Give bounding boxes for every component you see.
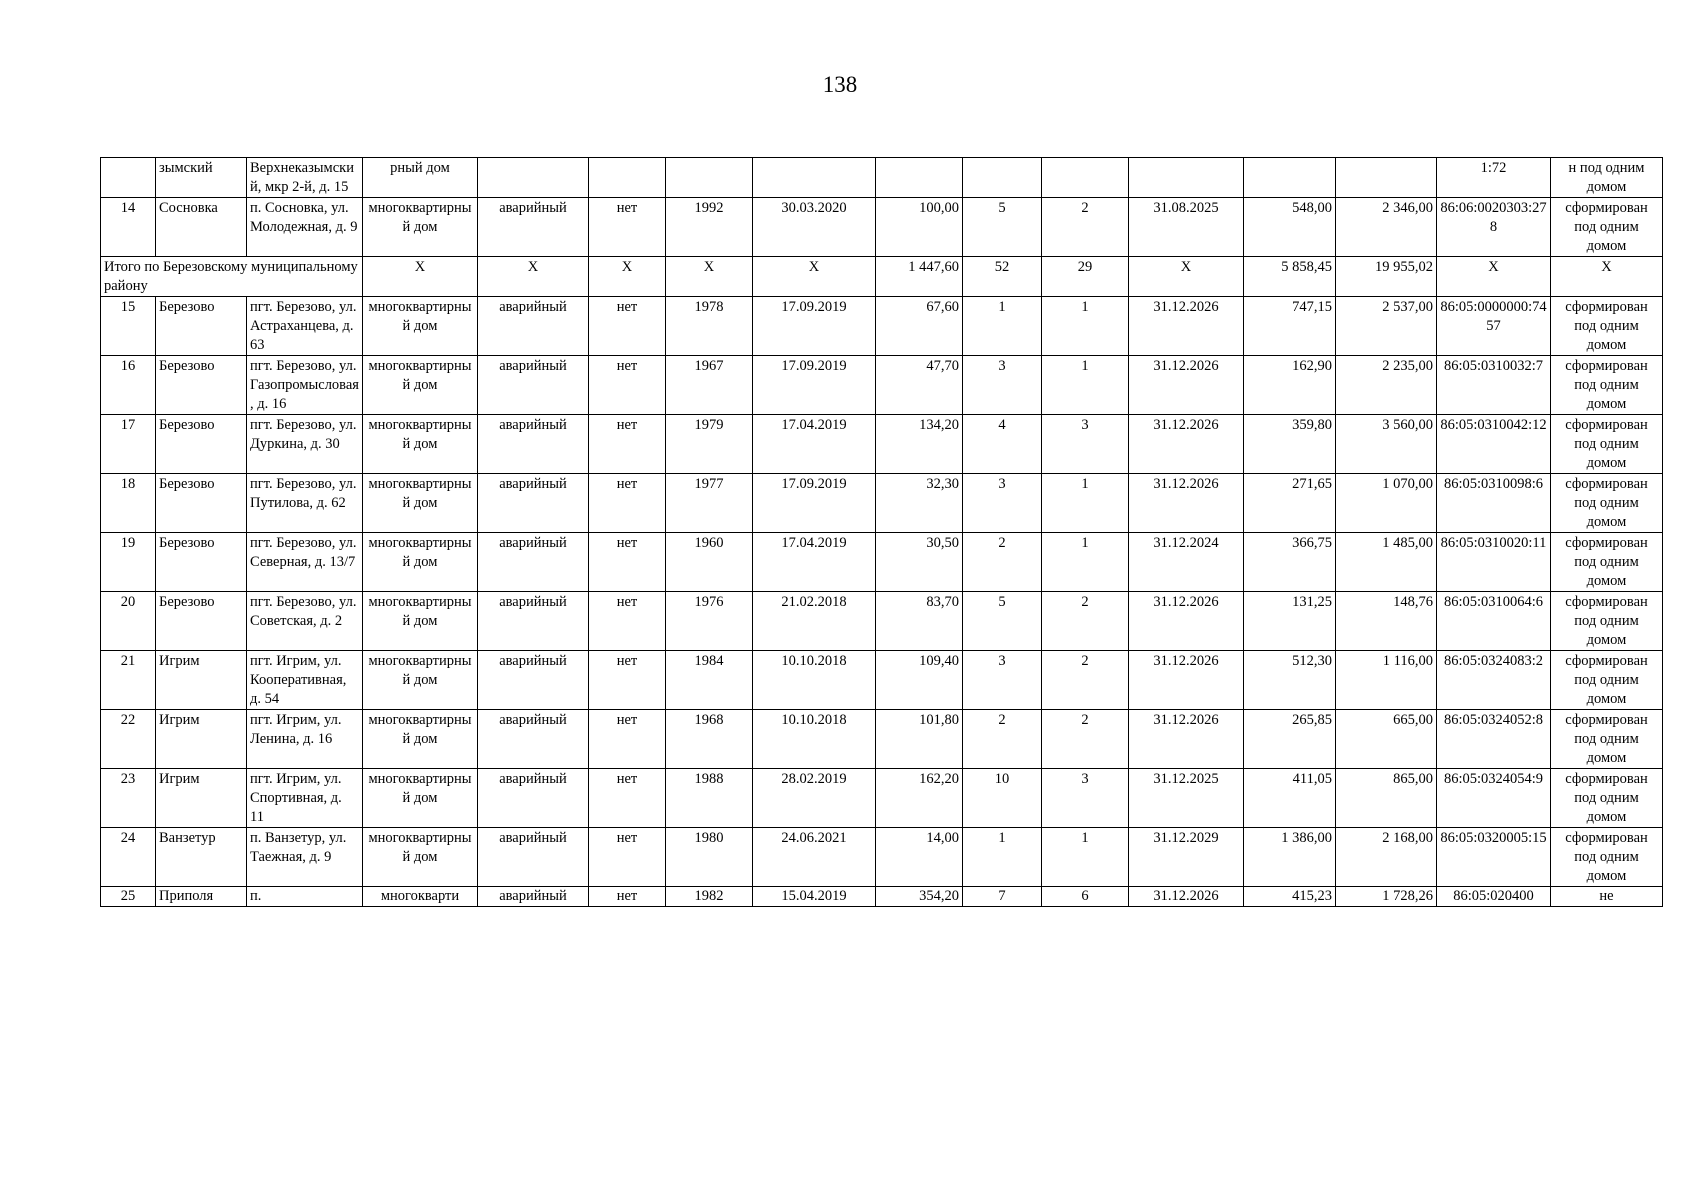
cell-year: 1992: [666, 198, 753, 257]
cell-plan-date: 31.12.2026: [1129, 592, 1244, 651]
cell-year: 1976: [666, 592, 753, 651]
cell-resettled: нет: [589, 828, 666, 887]
cell-type: многоквартирный дом: [363, 533, 478, 592]
cell-cadastre: 86:05:0310020:11: [1437, 533, 1551, 592]
cell-resettled: нет: [589, 651, 666, 710]
cell-cadastre: 86:05:0324054:9: [1437, 769, 1551, 828]
cell-status: аварийный: [478, 887, 589, 907]
cell-type: многоквартирный дом: [363, 198, 478, 257]
cell-year: 1977: [666, 474, 753, 533]
cell-year: 1980: [666, 828, 753, 887]
cell-status: аварийный: [478, 198, 589, 257]
cell-resettled: X: [589, 257, 666, 297]
cell-num: 21: [101, 651, 156, 710]
cell-plan-date: 31.12.2025: [1129, 769, 1244, 828]
cell-area: 109,40: [876, 651, 963, 710]
cell-land-area: 415,23: [1244, 887, 1336, 907]
cell-date: 17.04.2019: [753, 415, 876, 474]
cell-date: 21.02.2018: [753, 592, 876, 651]
cell-type: многоквартирный дом: [363, 828, 478, 887]
cell-date: 24.06.2021: [753, 828, 876, 887]
cell-resettled: нет: [589, 356, 666, 415]
cell-land-area: 366,75: [1244, 533, 1336, 592]
cell-cadastre: 86:05:0310042:12: [1437, 415, 1551, 474]
cell-date: X: [753, 257, 876, 297]
cell-resettled: нет: [589, 887, 666, 907]
cell-area: [876, 158, 963, 198]
cell-persons: 7: [963, 887, 1042, 907]
table-row: [101, 474, 1663, 533]
cell-year: 1978: [666, 297, 753, 356]
cell-area: 67,60: [876, 297, 963, 356]
cell-type: многоквартирный дом: [363, 474, 478, 533]
cell-status: аварийный: [478, 474, 589, 533]
cell-num: 20: [101, 592, 156, 651]
cell-cost: 1 485,00: [1336, 533, 1437, 592]
cell-type: многокварти: [363, 887, 478, 907]
cell-cadastre: X: [1437, 257, 1551, 297]
cell-rooms: 3: [1042, 769, 1129, 828]
cell-year: 1982: [666, 887, 753, 907]
cell-settlement: Игрим: [156, 769, 247, 828]
cell-cost: 665,00: [1336, 710, 1437, 769]
cell-year: 1960: [666, 533, 753, 592]
cell-num: 23: [101, 769, 156, 828]
cell-rooms: 2: [1042, 592, 1129, 651]
cell-year: 1967: [666, 356, 753, 415]
cell-rooms: 1: [1042, 356, 1129, 415]
cell-resettled: нет: [589, 474, 666, 533]
cell-persons: 3: [963, 651, 1042, 710]
cell-persons: 3: [963, 356, 1042, 415]
cell-cost: 1 728,26: [1336, 887, 1437, 907]
cell-settlement: Приполя: [156, 887, 247, 907]
cell-cadastre: 86:05:0000000:7457: [1437, 297, 1551, 356]
cell-num: 19: [101, 533, 156, 592]
cell-num: 24: [101, 828, 156, 887]
cell-address: пгт. Березово, ул. Газопромысловая, д. 16: [247, 356, 363, 415]
cell-settlement: Ванзетур: [156, 828, 247, 887]
cell-area: 354,20: [876, 887, 963, 907]
cell-status: аварийный: [478, 828, 589, 887]
total-label: Итого по Березовскому муниципальному району: [101, 257, 363, 297]
cell-resettled: нет: [589, 297, 666, 356]
cell-status: [478, 158, 589, 198]
cell-rooms: 1: [1042, 533, 1129, 592]
housing-table: [100, 157, 1663, 907]
cell-num: 17: [101, 415, 156, 474]
cell-year: 1988: [666, 769, 753, 828]
cell-type: многоквартирный дом: [363, 651, 478, 710]
cell-rooms: 1: [1042, 474, 1129, 533]
cell-rooms: 2: [1042, 710, 1129, 769]
cell-cost: 2 346,00: [1336, 198, 1437, 257]
cell-cadastre: 86:05:0310098:6: [1437, 474, 1551, 533]
cell-cost: 19 955,02: [1336, 257, 1437, 297]
cell-land-area: 131,25: [1244, 592, 1336, 651]
cell-settlement: Березово: [156, 533, 247, 592]
cell-area: 1 447,60: [876, 257, 963, 297]
cell-status: X: [478, 257, 589, 297]
cell-land-status: сформирован под одним домом: [1551, 769, 1663, 828]
cell-cost: 148,76: [1336, 592, 1437, 651]
cell-cadastre: 86:05:0310064:6: [1437, 592, 1551, 651]
cell-year: X: [666, 257, 753, 297]
cell-area: 162,20: [876, 769, 963, 828]
cell-area: 100,00: [876, 198, 963, 257]
cell-area: 134,20: [876, 415, 963, 474]
cell-cadastre: 86:06:0020303:278: [1437, 198, 1551, 257]
table-row: [101, 828, 1663, 887]
cell-land-area: 265,85: [1244, 710, 1336, 769]
cell-num: 16: [101, 356, 156, 415]
cell-date: 15.04.2019: [753, 887, 876, 907]
cell-persons: 3: [963, 474, 1042, 533]
cell-num: 14: [101, 198, 156, 257]
cell-settlement: Сосновка: [156, 198, 247, 257]
cell-land-status: сформирован под одним домом: [1551, 474, 1663, 533]
cell-cost: 865,00: [1336, 769, 1437, 828]
cell-date: 30.03.2020: [753, 198, 876, 257]
table-row: [101, 887, 1663, 907]
cell-address: пгт. Березово, ул. Дуркина, д. 30: [247, 415, 363, 474]
cell-plan-date: 31.12.2026: [1129, 710, 1244, 769]
cell-land-area: 747,15: [1244, 297, 1336, 356]
table-row: [101, 297, 1663, 356]
cell-date: 17.09.2019: [753, 474, 876, 533]
cell-status: аварийный: [478, 533, 589, 592]
cell-year: 1984: [666, 651, 753, 710]
cell-cadastre: 1:72: [1437, 158, 1551, 198]
cell-date: 10.10.2018: [753, 651, 876, 710]
cell-num: 22: [101, 710, 156, 769]
cell-plan-date: 31.12.2029: [1129, 828, 1244, 887]
cell-type: многоквартирный дом: [363, 415, 478, 474]
cell-persons: 4: [963, 415, 1042, 474]
cell-resettled: нет: [589, 415, 666, 474]
cell-land-area: 162,90: [1244, 356, 1336, 415]
cell-persons: 5: [963, 198, 1042, 257]
cell-land-status: сформирован под одним домом: [1551, 356, 1663, 415]
cell-status: аварийный: [478, 710, 589, 769]
cell-status: аварийный: [478, 356, 589, 415]
cell-settlement: Березово: [156, 474, 247, 533]
cell-persons: 10: [963, 769, 1042, 828]
cell-status: аварийный: [478, 651, 589, 710]
table-row: [101, 592, 1663, 651]
cell-date: 17.09.2019: [753, 297, 876, 356]
cell-type: многоквартирный дом: [363, 356, 478, 415]
cell-plan-date: 31.12.2024: [1129, 533, 1244, 592]
cell-rooms: 29: [1042, 257, 1129, 297]
table-row: [101, 769, 1663, 828]
cell-cadastre: 86:05:020400: [1437, 887, 1551, 907]
cell-cadastre: 86:05:0324052:8: [1437, 710, 1551, 769]
cell-area: 47,70: [876, 356, 963, 415]
cell-persons: 52: [963, 257, 1042, 297]
cell-date: 17.04.2019: [753, 533, 876, 592]
cell-address: п. Ванзетур, ул. Таежная, д. 9: [247, 828, 363, 887]
table-row: [101, 533, 1663, 592]
cell-land-status: н под одним домом: [1551, 158, 1663, 198]
cell-land-area: 271,65: [1244, 474, 1336, 533]
table-row: [101, 356, 1663, 415]
cell-year: [666, 158, 753, 198]
table-row: [101, 710, 1663, 769]
cell-plan-date: 31.12.2026: [1129, 297, 1244, 356]
cell-area: 14,00: [876, 828, 963, 887]
cell-date: 17.09.2019: [753, 356, 876, 415]
page-number: 138: [822, 72, 858, 97]
table-row: [101, 198, 1663, 257]
cell-land-status: сформирован под одним домом: [1551, 198, 1663, 257]
cell-resettled: нет: [589, 533, 666, 592]
cell-status: аварийный: [478, 592, 589, 651]
cell-plan-date: [1129, 158, 1244, 198]
cell-settlement: Березово: [156, 356, 247, 415]
cell-land-area: 548,00: [1244, 198, 1336, 257]
cell-rooms: 3: [1042, 415, 1129, 474]
cell-settlement: Березово: [156, 592, 247, 651]
cell-address: Верхнеказымский, мкр 2-й, д. 15: [247, 158, 363, 198]
cell-plan-date: 31.12.2026: [1129, 651, 1244, 710]
cell-resettled: нет: [589, 769, 666, 828]
cell-land-area: [1244, 158, 1336, 198]
cell-cost: 2 537,00: [1336, 297, 1437, 356]
cell-resettled: нет: [589, 198, 666, 257]
cell-address: пгт. Игрим, ул. Спортивная, д. 11: [247, 769, 363, 828]
cell-rooms: 1: [1042, 828, 1129, 887]
cell-land-area: 411,05: [1244, 769, 1336, 828]
cell-address: пгт. Березово, ул. Путилова, д. 62: [247, 474, 363, 533]
cell-cadastre: 86:05:0310032:7: [1437, 356, 1551, 415]
cell-land-area: 512,30: [1244, 651, 1336, 710]
cell-type: многоквартирный дом: [363, 710, 478, 769]
cell-date: [753, 158, 876, 198]
cell-plan-date: 31.12.2026: [1129, 474, 1244, 533]
cell-area: 30,50: [876, 533, 963, 592]
cell-area: 83,70: [876, 592, 963, 651]
cell-year: 1979: [666, 415, 753, 474]
cell-cost: 1 070,00: [1336, 474, 1437, 533]
cell-status: аварийный: [478, 769, 589, 828]
cell-rooms: 2: [1042, 651, 1129, 710]
cell-cadastre: 86:05:0324083:2: [1437, 651, 1551, 710]
cell-land-status: сформирован под одним домом: [1551, 533, 1663, 592]
cell-plan-date: 31.12.2026: [1129, 887, 1244, 907]
cell-persons: 2: [963, 710, 1042, 769]
cell-persons: 2: [963, 533, 1042, 592]
cell-land-status: сформирован под одним домом: [1551, 651, 1663, 710]
cell-rooms: 1: [1042, 297, 1129, 356]
cell-num: 25: [101, 887, 156, 907]
cell-rooms: 6: [1042, 887, 1129, 907]
cell-cost: 2 235,00: [1336, 356, 1437, 415]
cell-settlement: Игрим: [156, 651, 247, 710]
cell-settlement: зымский: [156, 158, 247, 198]
cell-plan-date: 31.08.2025: [1129, 198, 1244, 257]
cell-cadastre: 86:05:0320005:15: [1437, 828, 1551, 887]
cell-num: 15: [101, 297, 156, 356]
cell-resettled: нет: [589, 710, 666, 769]
table-row: [101, 415, 1663, 474]
table-row-continuation: [101, 158, 1663, 198]
cell-persons: [963, 158, 1042, 198]
cell-plan-date: 31.12.2026: [1129, 415, 1244, 474]
cell-type: X: [363, 257, 478, 297]
cell-land-status: сформирован под одним домом: [1551, 828, 1663, 887]
cell-settlement: Игрим: [156, 710, 247, 769]
total-row: [101, 257, 1663, 297]
cell-land-status: сформирован под одним домом: [1551, 297, 1663, 356]
cell-land-status: X: [1551, 257, 1663, 297]
cell-address: п. Сосновка, ул. Молодежная, д. 9: [247, 198, 363, 257]
cell-land-area: 359,80: [1244, 415, 1336, 474]
cell-cost: 3 560,00: [1336, 415, 1437, 474]
cell-cost: 1 116,00: [1336, 651, 1437, 710]
cell-num: [101, 158, 156, 198]
cell-address: пгт. Березово, ул. Северная, д. 13/7: [247, 533, 363, 592]
cell-persons: 1: [963, 828, 1042, 887]
cell-plan-date: X: [1129, 257, 1244, 297]
cell-rooms: 2: [1042, 198, 1129, 257]
cell-type: многоквартирный дом: [363, 297, 478, 356]
cell-type: многоквартирный дом: [363, 769, 478, 828]
cell-address: пгт. Игрим, ул. Кооперативная, д. 54: [247, 651, 363, 710]
cell-num: 18: [101, 474, 156, 533]
cell-settlement: Березово: [156, 415, 247, 474]
cell-address: пгт. Березово, ул. Астраханцева, д. 63: [247, 297, 363, 356]
cell-type: рный дом: [363, 158, 478, 198]
cell-resettled: нет: [589, 592, 666, 651]
cell-cost: [1336, 158, 1437, 198]
cell-resettled: [589, 158, 666, 198]
cell-land-status: не: [1551, 887, 1663, 907]
cell-cost: 2 168,00: [1336, 828, 1437, 887]
cell-type: многоквартирный дом: [363, 592, 478, 651]
cell-area: 101,80: [876, 710, 963, 769]
cell-rooms: [1042, 158, 1129, 198]
cell-land-area: 1 386,00: [1244, 828, 1336, 887]
cell-land-status: сформирован под одним домом: [1551, 415, 1663, 474]
cell-address: пгт. Игрим, ул. Ленина, д. 16: [247, 710, 363, 769]
cell-date: 10.10.2018: [753, 710, 876, 769]
table-row: [101, 651, 1663, 710]
cell-land-area: 5 858,45: [1244, 257, 1336, 297]
cell-persons: 1: [963, 297, 1042, 356]
cell-address: пгт. Березово, ул. Советская, д. 2: [247, 592, 363, 651]
cell-land-status: сформирован под одним домом: [1551, 710, 1663, 769]
cell-year: 1968: [666, 710, 753, 769]
cell-settlement: Березово: [156, 297, 247, 356]
cell-status: аварийный: [478, 415, 589, 474]
cell-status: аварийный: [478, 297, 589, 356]
cell-land-status: сформирован под одним домом: [1551, 592, 1663, 651]
cell-address: п.: [247, 887, 363, 907]
cell-date: 28.02.2019: [753, 769, 876, 828]
cell-persons: 5: [963, 592, 1042, 651]
cell-area: 32,30: [876, 474, 963, 533]
cell-plan-date: 31.12.2026: [1129, 356, 1244, 415]
